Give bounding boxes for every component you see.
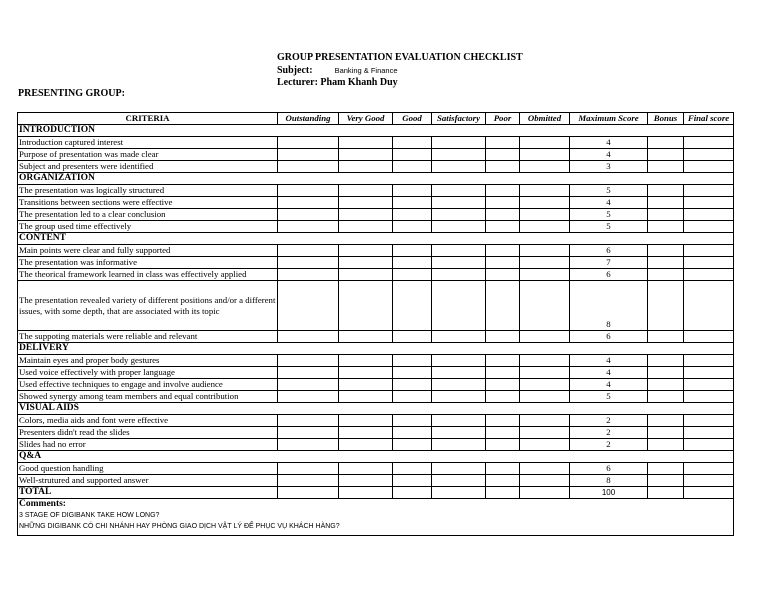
satisfactory-score-cell[interactable] — [432, 197, 486, 209]
criterion-label: The presentation led to a clear conclusion — [18, 209, 278, 221]
satisfactory-score-cell[interactable] — [432, 149, 486, 161]
satisfactory-score-cell[interactable] — [432, 415, 486, 427]
poor-score-cell[interactable] — [486, 137, 520, 149]
column-header: Very Good — [339, 113, 393, 125]
outstanding-score-cell[interactable] — [278, 245, 339, 257]
criterion-row — [18, 149, 734, 161]
criterion-row — [18, 197, 734, 209]
criterion-row — [18, 355, 734, 367]
column-header: Obmitted — [520, 113, 570, 125]
very-good-score-cell[interactable] — [339, 209, 393, 221]
bonus-cell[interactable] — [648, 137, 684, 149]
criterion-label: Presenters didn't read the slides — [18, 427, 278, 439]
criterion-row — [18, 221, 734, 233]
final-score-cell[interactable] — [684, 245, 734, 257]
maximum-score: 2 — [570, 439, 648, 451]
bonus-cell[interactable] — [648, 197, 684, 209]
outstanding-score-cell[interactable] — [278, 149, 339, 161]
poor-score-cell[interactable] — [486, 355, 520, 367]
final-score-cell[interactable] — [684, 197, 734, 209]
good-score-cell[interactable] — [393, 137, 432, 149]
maximum-score: 5 — [570, 391, 648, 403]
obmitted-score-cell[interactable] — [520, 137, 570, 149]
outstanding-score-cell[interactable] — [278, 281, 339, 331]
obmitted-score-cell[interactable] — [520, 487, 570, 499]
satisfactory-score-cell[interactable] — [432, 487, 486, 499]
maximum-score: 5 — [570, 221, 648, 233]
outstanding-score-cell[interactable] — [278, 427, 339, 439]
column-header: Bonus — [648, 113, 684, 125]
very-good-score-cell[interactable] — [339, 269, 393, 281]
obmitted-score-cell[interactable] — [520, 257, 570, 269]
criterion-label: Used voice effectively with proper language — [18, 367, 278, 379]
final-score-cell[interactable] — [684, 269, 734, 281]
very-good-score-cell[interactable] — [339, 415, 393, 427]
form-title: GROUP PRESENTATION EVALUATION CHECKLIST — [277, 52, 523, 63]
poor-score-cell[interactable] — [486, 427, 520, 439]
criterion-row — [18, 257, 734, 269]
bonus-cell[interactable] — [648, 439, 684, 451]
poor-score-cell[interactable] — [486, 149, 520, 161]
maximum-score: 4 — [570, 149, 648, 161]
satisfactory-score-cell[interactable] — [432, 379, 486, 391]
maximum-score: 6 — [570, 245, 648, 257]
very-good-score-cell[interactable] — [339, 391, 393, 403]
header-row — [18, 113, 734, 125]
criterion-row — [18, 161, 734, 173]
subject-value: Banking & Finance — [334, 66, 398, 75]
bonus-cell[interactable] — [648, 427, 684, 439]
very-good-score-cell[interactable] — [339, 475, 393, 487]
maximum-score: 4 — [570, 355, 648, 367]
satisfactory-score-cell[interactable] — [432, 185, 486, 197]
column-header: Outstanding — [278, 113, 339, 125]
section-title: DELIVERY — [18, 343, 734, 355]
maximum-score: 2 — [570, 427, 648, 439]
criterion-label: Maintain eyes and proper body gestures — [18, 355, 278, 367]
section-title: CONTENT — [18, 233, 734, 245]
satisfactory-score-cell[interactable] — [432, 269, 486, 281]
evaluation-table — [17, 112, 734, 536]
maximum-score: 8 — [570, 475, 648, 487]
criterion-row — [18, 475, 734, 487]
satisfactory-score-cell[interactable] — [432, 475, 486, 487]
maximum-score: 6 — [570, 463, 648, 475]
criterion-row — [18, 463, 734, 475]
criterion-label: Used effective techniques to engage and involve audience — [18, 379, 278, 391]
obmitted-score-cell[interactable] — [520, 149, 570, 161]
outstanding-score-cell[interactable] — [278, 379, 339, 391]
outstanding-score-cell[interactable] — [278, 463, 339, 475]
final-score-cell[interactable] — [684, 415, 734, 427]
comments-box[interactable] — [18, 499, 734, 536]
section-row — [18, 233, 734, 245]
maximum-score: 6 — [570, 269, 648, 281]
maximum-score: 5 — [570, 209, 648, 221]
good-score-cell[interactable] — [393, 209, 432, 221]
obmitted-score-cell[interactable] — [520, 245, 570, 257]
obmitted-score-cell[interactable] — [520, 391, 570, 403]
very-good-score-cell[interactable] — [339, 245, 393, 257]
final-score-cell[interactable] — [684, 221, 734, 233]
final-score-cell[interactable] — [684, 185, 734, 197]
poor-score-cell[interactable] — [486, 487, 520, 499]
criterion-row — [18, 427, 734, 439]
bonus-total-cell[interactable] — [648, 487, 684, 499]
criterion-label: The presentation was logically structured — [18, 185, 278, 197]
comment-line: 3 STAGE OF DIGIBANK TAKE HOW LONG? — [19, 512, 160, 519]
poor-score-cell[interactable] — [486, 367, 520, 379]
column-header: Final score — [684, 113, 734, 125]
criterion-label: Transitions between sections were effective — [18, 197, 278, 209]
satisfactory-score-cell[interactable] — [432, 221, 486, 233]
final-score-cell[interactable] — [684, 463, 734, 475]
final-score-cell[interactable] — [684, 149, 734, 161]
bonus-cell[interactable] — [648, 185, 684, 197]
obmitted-score-cell[interactable] — [520, 221, 570, 233]
outstanding-score-cell[interactable] — [278, 439, 339, 451]
good-score-cell[interactable] — [393, 367, 432, 379]
outstanding-score-cell[interactable] — [278, 221, 339, 233]
poor-score-cell[interactable] — [486, 269, 520, 281]
subject-label: Subject: — [277, 65, 313, 76]
satisfactory-score-cell[interactable] — [432, 439, 486, 451]
final-score-cell[interactable] — [684, 427, 734, 439]
satisfactory-score-cell[interactable] — [432, 367, 486, 379]
poor-score-cell[interactable] — [486, 245, 520, 257]
bonus-cell[interactable] — [648, 221, 684, 233]
obmitted-score-cell[interactable] — [520, 463, 570, 475]
outstanding-score-cell[interactable] — [278, 185, 339, 197]
bonus-cell[interactable] — [648, 149, 684, 161]
obmitted-score-cell[interactable] — [520, 367, 570, 379]
bonus-cell[interactable] — [648, 463, 684, 475]
good-score-cell[interactable] — [393, 487, 432, 499]
good-score-cell[interactable] — [393, 439, 432, 451]
satisfactory-score-cell[interactable] — [432, 463, 486, 475]
obmitted-score-cell[interactable] — [520, 355, 570, 367]
section-title: INTRODUCTION — [18, 125, 734, 137]
poor-score-cell[interactable] — [486, 281, 520, 331]
criterion-row — [18, 245, 734, 257]
good-score-cell[interactable] — [393, 355, 432, 367]
outstanding-score-cell[interactable] — [278, 475, 339, 487]
maximum-score: 3 — [570, 161, 648, 173]
final-score-cell[interactable] — [684, 281, 734, 331]
poor-score-cell[interactable] — [486, 415, 520, 427]
evaluation-body — [18, 125, 734, 536]
final-score-cell[interactable] — [684, 257, 734, 269]
comments-label: Comments: — [19, 499, 66, 509]
criterion-label: Good question handling — [18, 463, 278, 475]
section-row — [18, 403, 734, 415]
good-score-cell[interactable] — [393, 463, 432, 475]
poor-score-cell[interactable] — [486, 257, 520, 269]
satisfactory-score-cell[interactable] — [432, 281, 486, 331]
good-score-cell[interactable] — [393, 161, 432, 173]
criterion-label: The theorical framework learned in class was effectively applied — [18, 269, 278, 281]
bonus-cell[interactable] — [648, 245, 684, 257]
criterion-label: The presentation was informative — [18, 257, 278, 269]
very-good-score-cell[interactable] — [339, 221, 393, 233]
good-score-cell[interactable] — [393, 379, 432, 391]
obmitted-score-cell[interactable] — [520, 475, 570, 487]
outstanding-score-cell[interactable] — [278, 257, 339, 269]
subject-line — [277, 65, 398, 76]
very-good-score-cell[interactable] — [339, 149, 393, 161]
lecturer-line: Lecturer: Pham Khanh Duy — [277, 77, 398, 88]
outstanding-score-cell[interactable] — [278, 415, 339, 427]
good-score-cell[interactable] — [393, 245, 432, 257]
criterion-row — [18, 439, 734, 451]
obmitted-score-cell[interactable] — [520, 331, 570, 343]
maximum-score: 7 — [570, 257, 648, 269]
good-score-cell[interactable] — [393, 475, 432, 487]
good-score-cell[interactable] — [393, 185, 432, 197]
poor-score-cell[interactable] — [486, 463, 520, 475]
very-good-score-cell[interactable] — [339, 137, 393, 149]
criterion-label: The group used time effectively — [18, 221, 278, 233]
column-header: Good — [393, 113, 432, 125]
obmitted-score-cell[interactable] — [520, 161, 570, 173]
obmitted-score-cell[interactable] — [520, 269, 570, 281]
criterion-label: Slides had no error — [18, 439, 278, 451]
section-title: Q&A — [18, 451, 734, 463]
bonus-cell[interactable] — [648, 331, 684, 343]
satisfactory-score-cell[interactable] — [432, 209, 486, 221]
final-score-cell[interactable] — [684, 137, 734, 149]
final-score-cell[interactable] — [684, 439, 734, 451]
criterion-row — [18, 367, 734, 379]
very-good-score-cell[interactable] — [339, 331, 393, 343]
satisfactory-score-cell[interactable] — [432, 245, 486, 257]
maximum-score: 4 — [570, 379, 648, 391]
bonus-cell[interactable] — [648, 281, 684, 331]
maximum-score: 6 — [570, 331, 648, 343]
outstanding-score-cell[interactable] — [278, 197, 339, 209]
poor-score-cell[interactable] — [486, 331, 520, 343]
very-good-score-cell[interactable] — [339, 367, 393, 379]
very-good-score-cell[interactable] — [339, 427, 393, 439]
total-row — [18, 487, 734, 499]
section-title: VISUAL AIDS — [18, 403, 734, 415]
poor-score-cell[interactable] — [486, 209, 520, 221]
criterion-row — [18, 391, 734, 403]
column-header: CRITERIA — [18, 113, 278, 125]
very-good-score-cell[interactable] — [339, 257, 393, 269]
final-score-cell[interactable] — [684, 475, 734, 487]
final-score-total-cell[interactable] — [684, 487, 734, 499]
column-header: Poor — [486, 113, 520, 125]
criterion-row — [18, 185, 734, 197]
bonus-cell[interactable] — [648, 355, 684, 367]
presenting-group-label: PRESENTING GROUP: — [18, 88, 125, 99]
satisfactory-score-cell[interactable] — [432, 137, 486, 149]
obmitted-score-cell[interactable] — [520, 281, 570, 331]
very-good-score-cell[interactable] — [339, 185, 393, 197]
maximum-score: 4 — [570, 367, 648, 379]
bonus-cell[interactable] — [648, 475, 684, 487]
final-score-cell[interactable] — [684, 161, 734, 173]
comments-row — [18, 499, 734, 536]
very-good-score-cell[interactable] — [339, 355, 393, 367]
bonus-cell[interactable] — [648, 209, 684, 221]
poor-score-cell[interactable] — [486, 185, 520, 197]
bonus-cell[interactable] — [648, 269, 684, 281]
outstanding-score-cell[interactable] — [278, 391, 339, 403]
very-good-score-cell[interactable] — [339, 487, 393, 499]
criterion-label: Showed synergy among team members and equal contribution — [18, 391, 278, 403]
good-score-cell[interactable] — [393, 415, 432, 427]
criterion-label: Well-strutured and supported answer — [18, 475, 278, 487]
good-score-cell[interactable] — [393, 269, 432, 281]
very-good-score-cell[interactable] — [339, 463, 393, 475]
criterion-row — [18, 379, 734, 391]
good-score-cell[interactable] — [393, 391, 432, 403]
final-score-cell[interactable] — [684, 209, 734, 221]
obmitted-score-cell[interactable] — [520, 185, 570, 197]
obmitted-score-cell[interactable] — [520, 379, 570, 391]
outstanding-score-cell[interactable] — [278, 161, 339, 173]
criterion-row — [18, 269, 734, 281]
poor-score-cell[interactable] — [486, 221, 520, 233]
criterion-label: The presentation revealed variety of different positions and/or a different issues, with some depth, that are associated with its topic — [18, 281, 278, 331]
obmitted-score-cell[interactable] — [520, 427, 570, 439]
total-label: TOTAL — [18, 487, 278, 499]
section-row — [18, 343, 734, 355]
poor-score-cell[interactable] — [486, 439, 520, 451]
satisfactory-score-cell[interactable] — [432, 161, 486, 173]
section-row — [18, 451, 734, 463]
satisfactory-score-cell[interactable] — [432, 355, 486, 367]
good-score-cell[interactable] — [393, 281, 432, 331]
good-score-cell[interactable] — [393, 427, 432, 439]
criterion-row — [18, 137, 734, 149]
comment-line: NHỮNG DIGIBANK CÓ CHI NHÁNH HAY PHÒNG GIAO DỊCH VẬT LÝ ĐỂ PHỤC VỤ KHÁCH HÀNG? — [19, 523, 340, 530]
column-header: Maximum Score — [570, 113, 648, 125]
final-score-cell[interactable] — [684, 391, 734, 403]
column-header: Satisfactory — [432, 113, 486, 125]
section-row — [18, 125, 734, 137]
very-good-score-cell[interactable] — [339, 439, 393, 451]
outstanding-score-cell[interactable] — [278, 367, 339, 379]
maximum-score: 5 — [570, 185, 648, 197]
outstanding-score-cell[interactable] — [278, 137, 339, 149]
satisfactory-score-cell[interactable] — [432, 391, 486, 403]
criterion-label: Introduction captured interest — [18, 137, 278, 149]
outstanding-score-cell[interactable] — [278, 355, 339, 367]
good-score-cell[interactable] — [393, 197, 432, 209]
very-good-score-cell[interactable] — [339, 161, 393, 173]
bonus-cell[interactable] — [648, 161, 684, 173]
bonus-cell[interactable] — [648, 415, 684, 427]
poor-score-cell[interactable] — [486, 197, 520, 209]
section-row — [18, 173, 734, 185]
criterion-label: Subject and presenters were identified — [18, 161, 278, 173]
outstanding-score-cell[interactable] — [278, 209, 339, 221]
good-score-cell[interactable] — [393, 149, 432, 161]
obmitted-score-cell[interactable] — [520, 209, 570, 221]
maximum-score: 8 — [570, 281, 648, 331]
final-score-cell[interactable] — [684, 367, 734, 379]
poor-score-cell[interactable] — [486, 475, 520, 487]
satisfactory-score-cell[interactable] — [432, 331, 486, 343]
criterion-label: Colors, media aids and font were effective — [18, 415, 278, 427]
bonus-cell[interactable] — [648, 367, 684, 379]
poor-score-cell[interactable] — [486, 379, 520, 391]
final-score-cell[interactable] — [684, 355, 734, 367]
bonus-cell[interactable] — [648, 379, 684, 391]
satisfactory-score-cell[interactable] — [432, 257, 486, 269]
good-score-cell[interactable] — [393, 331, 432, 343]
criterion-row — [18, 209, 734, 221]
satisfactory-score-cell[interactable] — [432, 427, 486, 439]
criterion-label: Purpose of presentation was made clear — [18, 149, 278, 161]
bonus-cell[interactable] — [648, 391, 684, 403]
final-score-cell[interactable] — [684, 331, 734, 343]
poor-score-cell[interactable] — [486, 391, 520, 403]
very-good-score-cell[interactable] — [339, 379, 393, 391]
outstanding-score-cell[interactable] — [278, 269, 339, 281]
maximum-score: 2 — [570, 415, 648, 427]
obmitted-score-cell[interactable] — [520, 415, 570, 427]
good-score-cell[interactable] — [393, 221, 432, 233]
poor-score-cell[interactable] — [486, 161, 520, 173]
maximum-score: 4 — [570, 137, 648, 149]
bonus-cell[interactable] — [648, 257, 684, 269]
good-score-cell[interactable] — [393, 257, 432, 269]
section-title: ORGANIZATION — [18, 173, 734, 185]
obmitted-score-cell[interactable] — [520, 197, 570, 209]
criterion-row — [18, 331, 734, 343]
very-good-score-cell[interactable] — [339, 197, 393, 209]
final-score-cell[interactable] — [684, 379, 734, 391]
criterion-row — [18, 281, 734, 331]
obmitted-score-cell[interactable] — [520, 439, 570, 451]
criterion-label: Main points were clear and fully supported — [18, 245, 278, 257]
outstanding-score-cell[interactable] — [278, 487, 339, 499]
very-good-score-cell[interactable] — [339, 281, 393, 331]
outstanding-score-cell[interactable] — [278, 331, 339, 343]
maximum-score: 4 — [570, 197, 648, 209]
total-maximum-score: 100 — [570, 487, 648, 499]
criterion-row — [18, 415, 734, 427]
criterion-label: The suppoting materials were reliable and relevant — [18, 331, 278, 343]
